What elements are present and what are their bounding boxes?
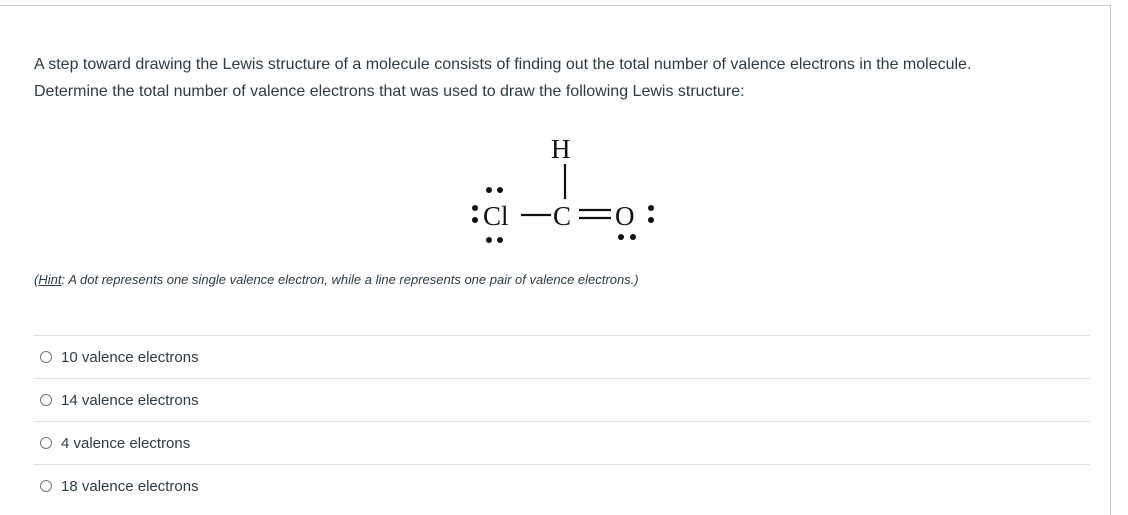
atom-h: H [551,134,571,164]
lewis-structure-drawing [455,128,675,250]
question-line-2: Determine the total number of valence electrons that was used to draw the following Lewis structure: [34,83,745,100]
question-text [34,51,1104,105]
radio-button[interactable] [40,437,52,449]
question-line-1: A step toward drawing the Lewis structure of a molecule consists of finding out the total number of valence electrons in the molecule. [34,56,972,73]
lewis-structure [455,128,675,250]
answer-option[interactable] [34,378,1090,421]
answer-option[interactable] [34,421,1090,464]
answer-label: 10 valence electrons [61,348,199,366]
atom-o: O [615,201,635,231]
radio-button[interactable] [40,480,52,492]
answer-list [34,335,1090,507]
answer-option[interactable] [34,464,1090,507]
radio-button[interactable] [40,351,52,363]
hint-text [34,272,639,287]
hint-word: Hint [38,272,62,287]
answer-label: 14 valence electrons [61,391,199,409]
atom-cl: Cl [483,201,509,231]
answer-option[interactable] [34,335,1090,378]
atom-c: C [553,201,572,231]
answer-label: 18 valence electrons [61,477,199,495]
hint-open-paren: ( [34,272,39,287]
radio-button[interactable] [40,394,52,406]
hint-rest: : A dot represents one single valence electron, while a line represents one pair of valence electrons.) [61,272,639,287]
answer-label: 4 valence electrons [61,434,191,452]
